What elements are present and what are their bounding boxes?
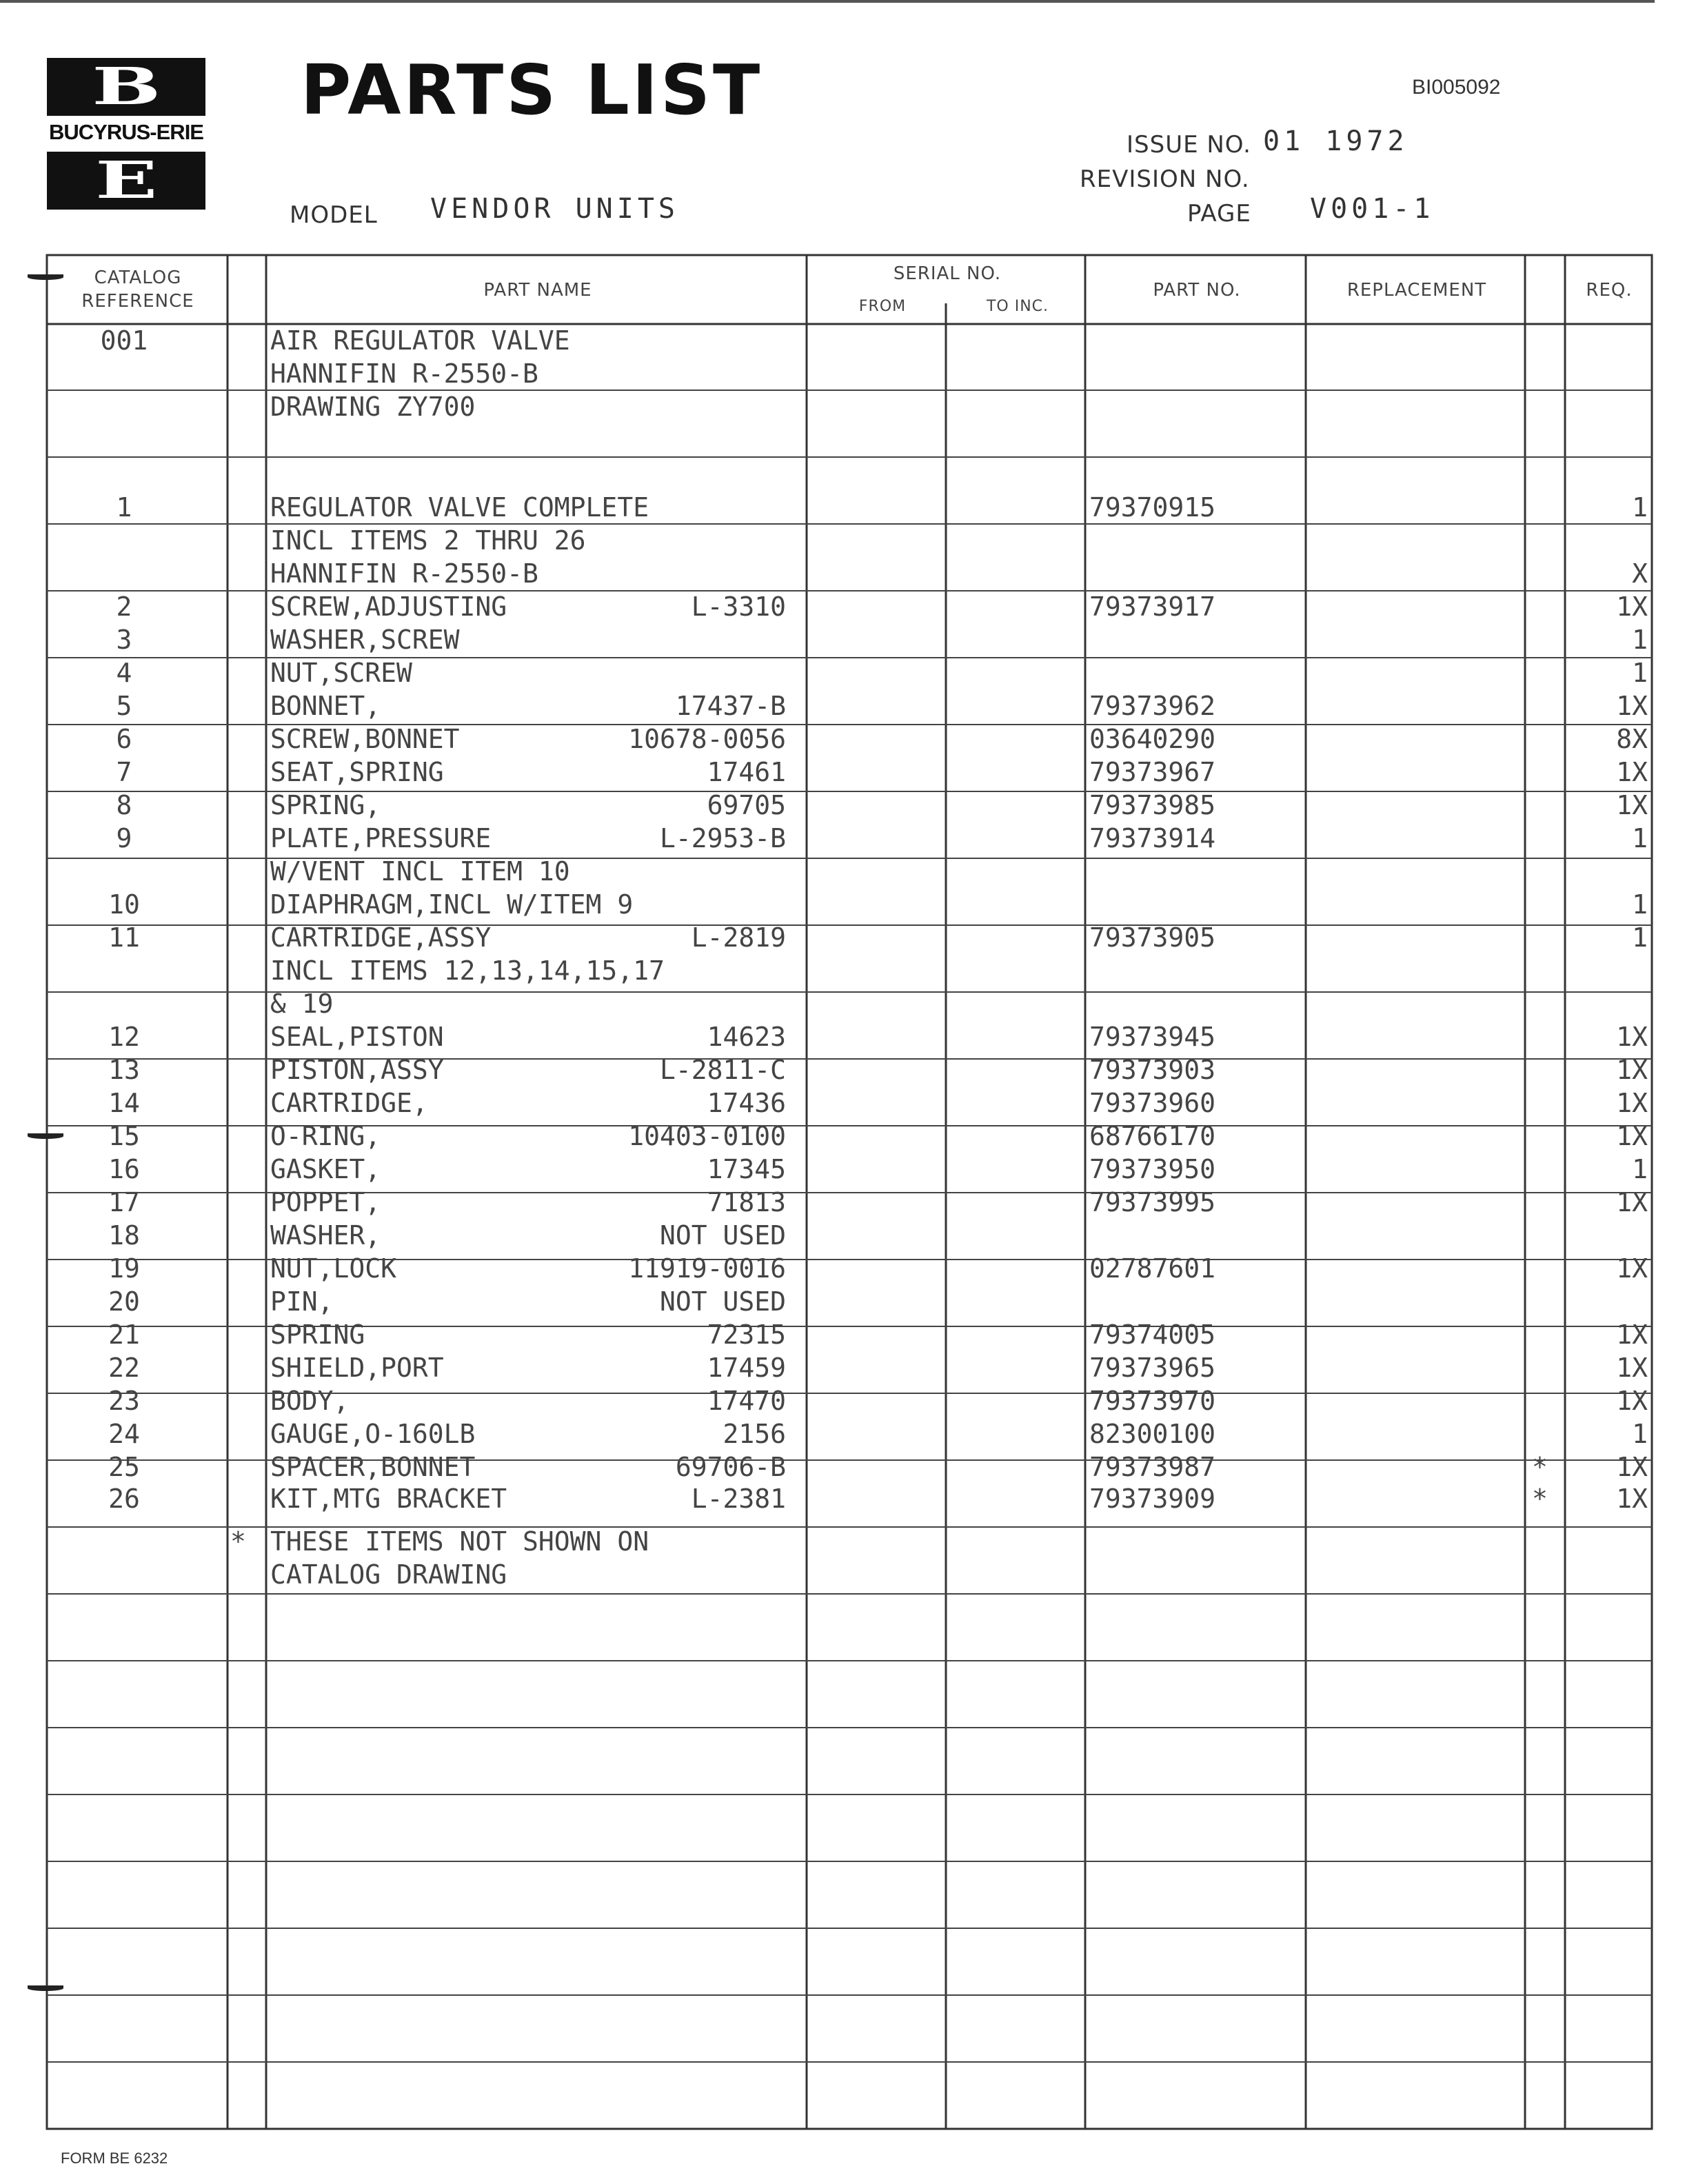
quantity-required-cell: 1: [1632, 922, 1648, 953]
vendor-code-cell: 10403-0100: [628, 1121, 786, 1151]
part-name-cell: GAUGE,O-160LB: [270, 1419, 476, 1449]
part-name-cell: GASKET,: [270, 1154, 381, 1184]
quantity-required-cell: 1X: [1616, 1253, 1648, 1284]
part-name-cell: DIAPHRAGM,INCL W/ITEM 9: [270, 889, 634, 920]
part-name-cell: NUT,LOCK: [270, 1253, 397, 1284]
part-name-cell: DRAWING ZY700: [270, 392, 476, 422]
col-part-no: PART NO.: [1153, 280, 1241, 301]
catalog-ref-cell: 17: [108, 1187, 140, 1217]
quantity-required-cell: 1: [1632, 889, 1648, 920]
part-number-cell: 79373985: [1089, 790, 1216, 820]
catalog-ref-cell: 2: [116, 592, 132, 622]
catalog-ref-cell: 22: [108, 1353, 140, 1383]
vendor-code-cell: L-2819: [691, 922, 786, 953]
col-serial-no: SERIAL NO.: [893, 263, 1002, 284]
form-number: FORM BE 6232: [61, 2150, 168, 2167]
vendor-code-cell: 2156: [723, 1419, 786, 1449]
part-name-cell: INCL ITEMS 2 THRU 26: [270, 525, 586, 556]
catalog-ref-cell: 15: [108, 1121, 140, 1151]
part-name-cell: NUT,SCREW: [270, 658, 412, 688]
part-number-cell: 03640290: [1089, 724, 1216, 754]
part-number-cell: 79373945: [1089, 1022, 1216, 1052]
col-req: REQ.: [1586, 280, 1633, 301]
part-number-cell: 79373917: [1089, 592, 1216, 622]
part-number-cell: 79373965: [1089, 1353, 1216, 1383]
vendor-code-cell: 69706-B: [675, 1452, 786, 1482]
part-number-cell: 79373960: [1089, 1088, 1216, 1118]
vendor-code-cell: 72315: [707, 1320, 786, 1350]
part-number-cell: 79373970: [1089, 1386, 1216, 1416]
part-name-cell: & 19: [270, 989, 334, 1019]
vendor-code-cell: 17470: [707, 1386, 786, 1416]
part-name-cell: W/VENT INCL ITEM 10: [270, 856, 570, 887]
catalog-ref-cell: 18: [108, 1220, 140, 1251]
catalog-ref-cell: 13: [108, 1055, 140, 1085]
part-name-cell: BODY,: [270, 1386, 350, 1416]
quantity-required-cell: 1: [1632, 823, 1648, 853]
vendor-code-cell: 17436: [707, 1088, 786, 1118]
vendor-code-cell: 11919-0016: [628, 1253, 786, 1284]
footnote-symbol: *: [230, 1526, 246, 1557]
quantity-required-cell: 1X: [1616, 1055, 1648, 1085]
part-number-cell: 79373987: [1089, 1452, 1216, 1482]
part-number-cell: 68766170: [1089, 1121, 1216, 1151]
quantity-required-cell: 1X: [1616, 1452, 1648, 1482]
vendor-code-cell: NOT USED: [659, 1220, 786, 1251]
page-label: PAGE: [1187, 200, 1251, 228]
part-name-cell: POPPET,: [270, 1187, 381, 1217]
issue-label: ISSUE NO.: [1127, 131, 1251, 159]
col-part-name: PART NAME: [483, 280, 592, 301]
catalog-ref-cell: 6: [116, 724, 132, 754]
part-number-cell: 79373967: [1089, 757, 1216, 787]
part-name-cell: HANNIFIN R-2550-B: [270, 558, 538, 589]
part-name-cell: CARTRIDGE,: [270, 1088, 428, 1118]
catalog-ref-cell: 12: [108, 1022, 140, 1052]
catalog-ref-cell: 5: [116, 691, 132, 721]
quantity-required-cell: 1X: [1616, 592, 1648, 622]
catalog-ref-cell: 8: [116, 790, 132, 820]
catalog-ref-cell: 26: [108, 1484, 140, 1514]
vendor-code-cell: 17437-B: [675, 691, 786, 721]
model-value: VENDOR UNITS: [430, 193, 679, 225]
quantity-required-cell: 1X: [1616, 1386, 1648, 1416]
page-value: V001-1: [1310, 193, 1435, 225]
part-name-cell: SHIELD,PORT: [270, 1353, 444, 1383]
catalog-ref-cell: 25: [108, 1452, 140, 1482]
part-number-cell: 79373905: [1089, 922, 1216, 953]
part-name-cell: HANNIFIN R-2550-B: [270, 358, 538, 389]
vendor-code-cell: 17345: [707, 1154, 786, 1184]
part-number-cell: 02787601: [1089, 1253, 1216, 1284]
part-name-cell: REGULATOR VALVE COMPLETE: [270, 492, 649, 523]
part-name-cell: PIN,: [270, 1286, 334, 1317]
part-number-cell: 79373950: [1089, 1154, 1216, 1184]
logo-b-letter: B: [91, 57, 161, 117]
vendor-code-cell: L-2381: [691, 1484, 786, 1514]
footnote-line-2: CATALOG DRAWING: [270, 1559, 507, 1590]
part-name-cell: PLATE,PRESSURE: [270, 823, 492, 853]
catalog-ref-cell: 21: [108, 1320, 140, 1350]
binder-mark: [28, 274, 63, 280]
part-number-cell: 79373962: [1089, 691, 1216, 721]
quantity-required-cell: 1X: [1616, 1484, 1648, 1514]
quantity-required-cell: 1: [1632, 625, 1648, 655]
catalog-ref-cell: 23: [108, 1386, 140, 1416]
vendor-code-cell: L-2953-B: [659, 823, 786, 853]
part-name-cell: CARTRIDGE,ASSY: [270, 922, 492, 953]
logo-e-letter: E: [94, 151, 158, 210]
part-name-cell: SCREW,ADJUSTING: [270, 592, 507, 622]
catalog-ref-cell: 20: [108, 1286, 140, 1317]
quantity-required-cell: 1X: [1616, 1121, 1648, 1151]
footnote-mark-cell: *: [1532, 1484, 1548, 1514]
catalog-ref-cell: 19: [108, 1253, 140, 1284]
quantity-required-cell: 1: [1632, 658, 1648, 688]
part-name-cell: O-RING,: [270, 1121, 381, 1151]
vendor-code-cell: L-2811-C: [659, 1055, 786, 1085]
catalog-ref-cell: 001: [100, 325, 148, 356]
catalog-ref-cell: 11: [108, 922, 140, 953]
part-name-cell: WASHER,SCREW: [270, 625, 460, 655]
vendor-code-cell: 69705: [707, 790, 786, 820]
vendor-code-cell: L-3310: [691, 592, 786, 622]
part-name-cell: SEAL,PISTON: [270, 1022, 444, 1052]
col-to-inc: TO INC.: [986, 298, 1049, 315]
vendor-code-cell: NOT USED: [659, 1286, 786, 1317]
logo-company-name: BUCYRUS-ERIE: [49, 120, 203, 144]
part-name-cell: PISTON,ASSY: [270, 1055, 444, 1085]
quantity-required-cell: 1X: [1616, 1320, 1648, 1350]
part-number-cell: 79370915: [1089, 492, 1216, 523]
part-name-cell: SPRING,: [270, 790, 381, 820]
part-number-cell: 79373909: [1089, 1484, 1216, 1514]
part-name-cell: WASHER,: [270, 1220, 381, 1251]
part-name-cell: SPACER,BONNET: [270, 1452, 476, 1482]
quantity-required-cell: 1: [1632, 492, 1648, 523]
part-number-cell: 79374005: [1089, 1320, 1216, 1350]
col-from: FROM: [858, 298, 907, 315]
quantity-required-cell: X: [1632, 558, 1648, 589]
part-number-cell: 79373914: [1089, 823, 1216, 853]
page-title: PARTS LIST: [301, 50, 763, 130]
vendor-code-cell: 14623: [707, 1022, 786, 1052]
catalog-ref-cell: 4: [116, 658, 132, 688]
part-name-cell: SEAT,SPRING: [270, 757, 444, 787]
col-replacement: REPLACEMENT: [1346, 280, 1487, 301]
part-name-cell: KIT,MTG BRACKET: [270, 1484, 507, 1514]
catalog-ref-cell: 1: [116, 492, 132, 523]
quantity-required-cell: 1X: [1616, 790, 1648, 820]
quantity-required-cell: 1X: [1616, 1187, 1648, 1217]
catalog-ref-cell: 14: [108, 1088, 140, 1118]
part-number-cell: 79373903: [1089, 1055, 1216, 1085]
quantity-required-cell: 1: [1632, 1419, 1648, 1449]
part-name-cell: SPRING: [270, 1320, 365, 1350]
part-name-cell: AIR REGULATOR VALVE: [270, 325, 570, 356]
binder-mark: [28, 1133, 63, 1139]
catalog-ref-cell: 7: [116, 757, 132, 787]
catalog-ref-cell: 24: [108, 1419, 140, 1449]
footnote-line-1: THESE ITEMS NOT SHOWN ON: [270, 1526, 649, 1557]
document-id: BI005092: [1412, 76, 1501, 99]
part-name-cell: SCREW,BONNET: [270, 724, 460, 754]
vendor-code-cell: 71813: [707, 1187, 786, 1217]
col-catalog-reference: CATALOG REFERENCE: [81, 267, 194, 312]
part-name-cell: INCL ITEMS 12,13,14,15,17: [270, 956, 665, 986]
vendor-code-cell: 10678-0056: [628, 724, 786, 754]
catalog-ref-cell: 16: [108, 1154, 140, 1184]
quantity-required-cell: 1: [1632, 1154, 1648, 1184]
vendor-code-cell: 17459: [707, 1353, 786, 1383]
catalog-ref-cell: 9: [116, 823, 132, 853]
vendor-code-cell: 17461: [707, 757, 786, 787]
part-name-cell: BONNET,: [270, 691, 381, 721]
quantity-required-cell: 1X: [1616, 1353, 1648, 1383]
quantity-required-cell: 1X: [1616, 691, 1648, 721]
catalog-ref-cell: 3: [116, 625, 132, 655]
quantity-required-cell: 1X: [1616, 1022, 1648, 1052]
binder-mark: [28, 1985, 63, 1991]
catalog-ref-cell: 10: [108, 889, 140, 920]
quantity-required-cell: 1X: [1616, 757, 1648, 787]
revision-label: REVISION NO.: [1080, 165, 1250, 193]
model-label: MODEL: [290, 201, 378, 229]
quantity-required-cell: 1X: [1616, 1088, 1648, 1118]
part-number-cell: 82300100: [1089, 1419, 1216, 1449]
footnote-mark-cell: *: [1532, 1452, 1548, 1482]
quantity-required-cell: 8X: [1616, 724, 1648, 754]
part-number-cell: 79373995: [1089, 1187, 1216, 1217]
issue-value: 01 1972: [1263, 125, 1409, 157]
